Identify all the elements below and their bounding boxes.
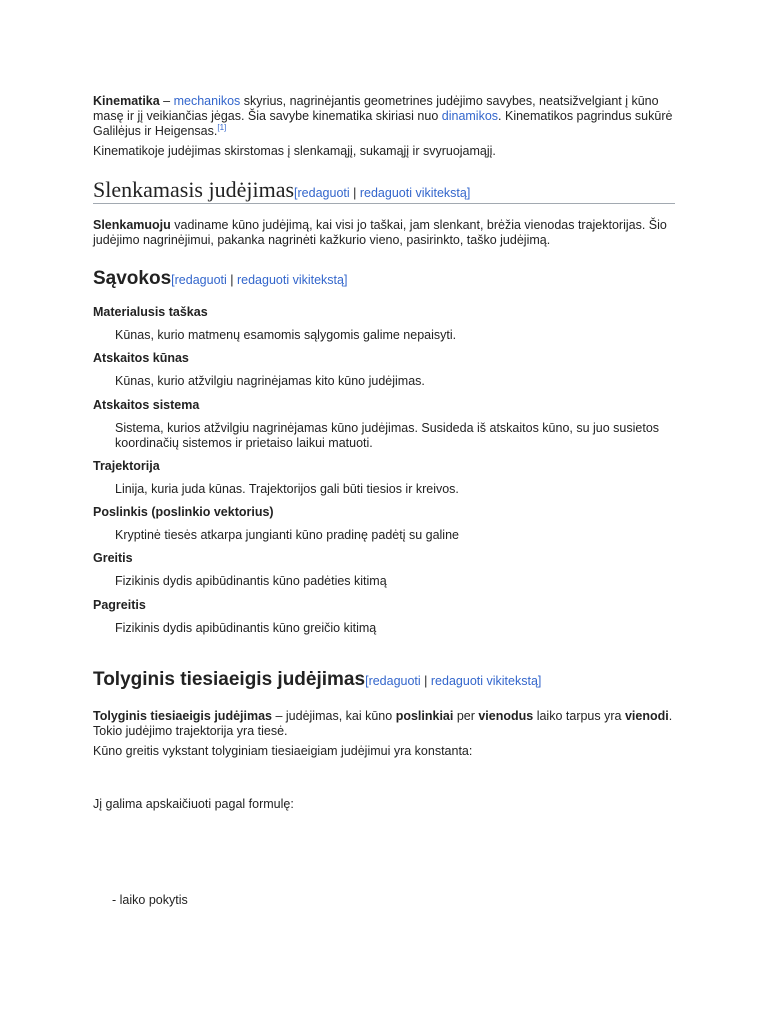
section3-paragraph-3 bbox=[93, 797, 678, 812]
term-atskaitos-sistema: Atskaitos sistema bbox=[93, 398, 200, 412]
term-atskaitos-kunas: Atskaitos kūnas bbox=[93, 351, 189, 365]
section-title: Tolyginis tiesiaeigis judėjimas bbox=[93, 669, 366, 690]
edit-visual-link[interactable]: redaguoti vikitekstą bbox=[359, 186, 467, 200]
term-greitis: Greitis bbox=[93, 551, 133, 565]
paragraph-text: Jį galima apskaičiuoti pagal formulę: bbox=[93, 797, 294, 811]
section-heading-slenkamasis bbox=[93, 177, 693, 206]
edit-visual-link[interactable]: redaguoti vikitekstą bbox=[236, 273, 344, 287]
edit-section-links: [redaguoti | redaguoti vikitekstą] bbox=[171, 273, 348, 287]
text: laiko tarpus yra bbox=[533, 709, 625, 723]
intro-text-1: skyrius, nagrinėjantis geometrines judėjimo savybes, neatsižvelgiant į kūno masę ir jį veikiančias jėgas. Šia savybe kinematika skiriasi nuo bbox=[93, 94, 659, 123]
intro-paragraph bbox=[93, 94, 678, 139]
intro-para-2: Kinematikoje judėjimas skirstomas į slenkamąjį, sukamąjį ir svyruojamąjį. bbox=[93, 144, 496, 158]
definition-list bbox=[93, 305, 678, 636]
intro-text-2: . Kinematikos pagrindus sukūrė Galilėjus ir Heigensas. bbox=[93, 109, 673, 138]
section-heading-tolyginis bbox=[93, 668, 693, 693]
term-poslinkis: Poslinkis (poslinkio vektorius) bbox=[93, 505, 274, 519]
text: . Tokio judėjimo trajektorija yra tiesė. bbox=[93, 709, 673, 738]
section1-paragraph bbox=[93, 218, 678, 248]
section3-paragraph-4 bbox=[112, 893, 697, 908]
paragraph-text: Kūno greitis vykstant tolyginiam tiesiaeigiam judėjimui yra konstanta: bbox=[93, 744, 473, 758]
text: per bbox=[453, 709, 479, 723]
heading-divider bbox=[93, 203, 675, 204]
section-heading-savokos bbox=[93, 267, 693, 292]
mechanics-link[interactable]: mechanikos bbox=[173, 94, 241, 108]
intro-dash: – bbox=[159, 94, 174, 108]
edit-link[interactable]: redaguoti bbox=[297, 186, 350, 200]
term-pagreitis: Pagreitis bbox=[93, 598, 146, 612]
def-materialusis: Kūnas, kurio matmenų esamomis sąlygomis galime nepaisyti. bbox=[115, 328, 457, 342]
text: – judėjimas, kai kūno bbox=[272, 709, 396, 723]
reference-link[interactable]: [1] bbox=[217, 122, 227, 132]
section-title: Slenkamasis judėjimas bbox=[93, 177, 295, 202]
def-trajektorija: Linija, kuria juda kūnas. Trajektorijos gali būti tiesios ir kreivos. bbox=[115, 482, 459, 496]
bold-term: Tolyginis tiesiaeigis judėjimas bbox=[93, 709, 272, 723]
edit-section-links: [redaguoti | redaguoti vikitekstą] bbox=[365, 674, 542, 688]
dynamics-link[interactable]: dinamikos bbox=[441, 109, 499, 123]
paragraph-text: - laiko pokytis bbox=[112, 893, 188, 907]
bold-term: poslinkiai bbox=[395, 709, 454, 723]
term-materialusis: Materialusis taškas bbox=[93, 305, 208, 319]
edit-link[interactable]: redaguoti bbox=[368, 674, 421, 688]
def-pagreitis: Fizikinis dydis apibūdinantis kūno greičio kitimą bbox=[115, 621, 377, 635]
def-atskaitos-sistema: Sistema, kurios atžvilgiu nagrinėjamas kūno judėjimas. Susideda iš atskaitos kūno, su juo susietos koordinačių sistemos ir prietaiso laikui matuoti. bbox=[115, 421, 660, 450]
def-atskaitos-kunas: Kūnas, kurio atžvilgiu nagrinėjamas kito kūno judėjimas. bbox=[115, 374, 425, 388]
section3-paragraph-1 bbox=[93, 709, 678, 739]
bold-term: vienodi bbox=[624, 709, 669, 723]
edit-visual-link[interactable]: redaguoti vikitekstą bbox=[430, 674, 538, 688]
term-trajektorija: Trajektorija bbox=[93, 459, 160, 473]
section-title: Sąvokos bbox=[93, 268, 172, 289]
section1-text: vadiname kūno judėjimą, kai visi jo taškai, jam slenkant, brėžia vienodas trajektorijas. Šio judėjimo nagrinėjimui, pakanka nagrinėti kažkurio vieno, pasirinkto, taško judėjimą. bbox=[93, 218, 667, 247]
edit-section-links: [redaguoti | redaguoti vikitekstą] bbox=[294, 186, 471, 200]
def-poslinkis: Kryptinė tiesės atkarpa jungianti kūno pradinę padėtį su galine bbox=[115, 528, 459, 542]
edit-link[interactable]: redaguoti bbox=[174, 273, 227, 287]
intro-paragraph-2 bbox=[93, 144, 678, 159]
section1-term: Slenkamuoju bbox=[93, 218, 171, 232]
def-greitis: Fizikinis dydis apibūdinantis kūno padėties kitimą bbox=[115, 574, 387, 588]
bold-term: vienodus bbox=[478, 709, 534, 723]
section3-paragraph-2 bbox=[93, 744, 678, 759]
intro-term: Kinematika bbox=[93, 94, 160, 108]
